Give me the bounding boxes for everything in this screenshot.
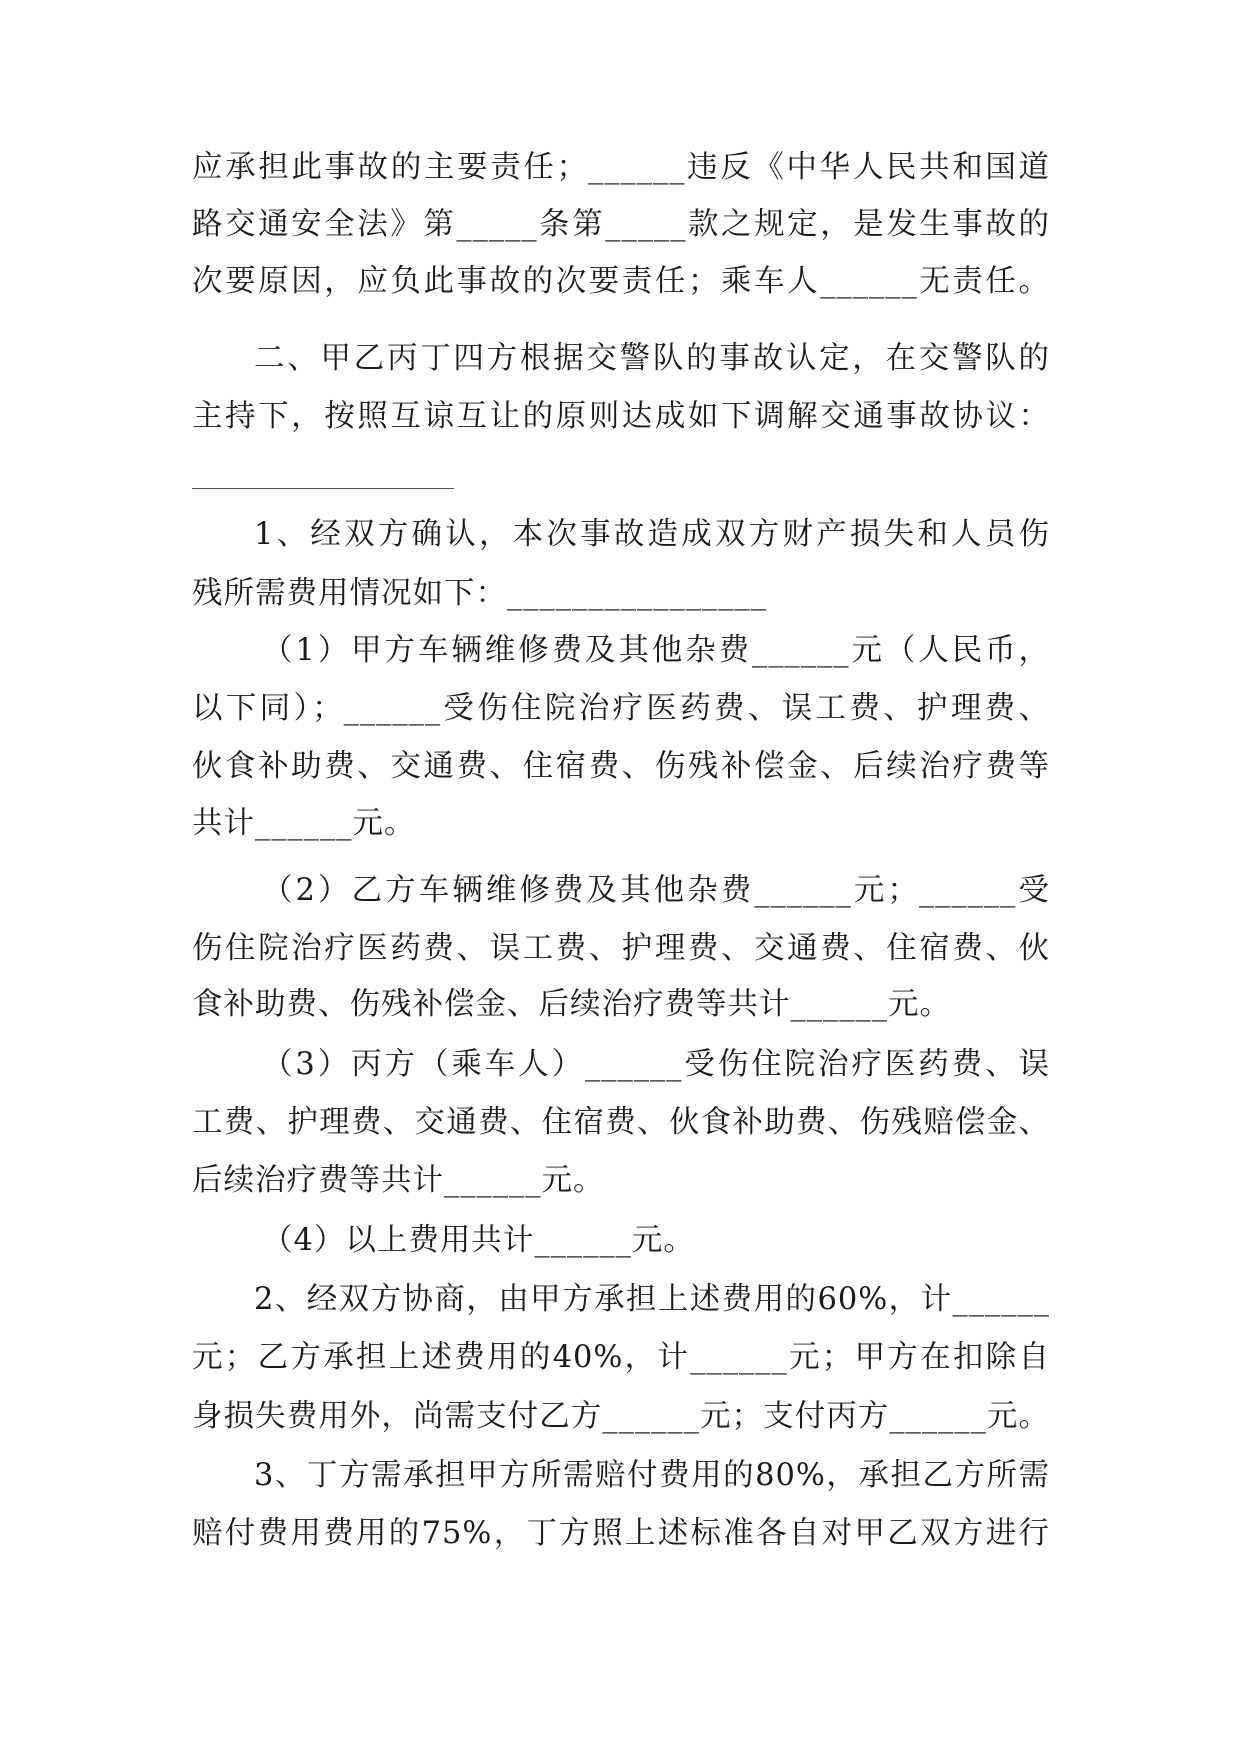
text-line: 以下同）；______受伤住院治疗医药费、误工费、护理费、 (192, 691, 1050, 726)
text-line: 应承担此事故的主要责任；______违反《中华人民共和国道 (192, 150, 1050, 185)
text-line: （1）甲方车辆维修费及其他杂费______元（人民币， (262, 633, 1050, 668)
text-line: 共计______元。 (192, 806, 416, 841)
text-line: 伙食补助费、交通费、住宿费、伤残补偿金、后续治疗费等 (192, 749, 1050, 784)
text-line: 次要原因，应负此事故的次要责任；乘车人______无责任。 (192, 264, 1050, 299)
text-line: 主持下，按照互谅互让的原则达成如下调解交通事故协议： (192, 399, 1050, 434)
text-line: 残所需费用情况如下：________________ (192, 576, 767, 611)
text-line: 赔付费用费用的75%，丁方照上述标准各自对甲乙双方进行 (192, 1516, 1050, 1551)
text-line: 元；乙方承担上述费用的40%，计______元；甲方在扣除自 (192, 1340, 1050, 1375)
text-line: （4）以上费用共计______元。 (262, 1223, 695, 1258)
text-line: 身损失费用外，尚需支付乙方______元；支付丙方______元。 (192, 1399, 1050, 1434)
text-line: 食补助费、伤残补偿金、后续治疗费等共计______元。 (192, 987, 951, 1022)
text-line: 1、经双方确认，本次事故造成双方财产损失和人员伤 (254, 517, 1050, 552)
text-line: 路交通安全法》第_____条第_____款之规定，是发生事故的 (192, 207, 1050, 242)
text-line: （3）丙方（乘车人）______受伤住院治疗医药费、误 (262, 1047, 1050, 1082)
text-line: 伤住院治疗医药费、误工费、护理费、交通费、住宿费、伙 (192, 931, 1050, 966)
horizontal-rule (192, 488, 454, 489)
text-line: 二、甲乙丙丁四方根据交警队的事故认定，在交警队的 (254, 341, 1050, 376)
text-line: 后续治疗费等共计______元。 (192, 1163, 605, 1198)
text-line: 2、经双方协商，由甲方承担上述费用的60%，计______ (254, 1282, 1050, 1317)
text-line: 3、丁方需承担甲方所需赔付费用的80%，承担乙方所需 (254, 1458, 1050, 1493)
text-line: （2）乙方车辆维修费及其他杂费______元；______受 (262, 873, 1050, 908)
text-line: 工费、护理费、交通费、住宿费、伙食补助费、伤残赔偿金、 (192, 1105, 1050, 1140)
